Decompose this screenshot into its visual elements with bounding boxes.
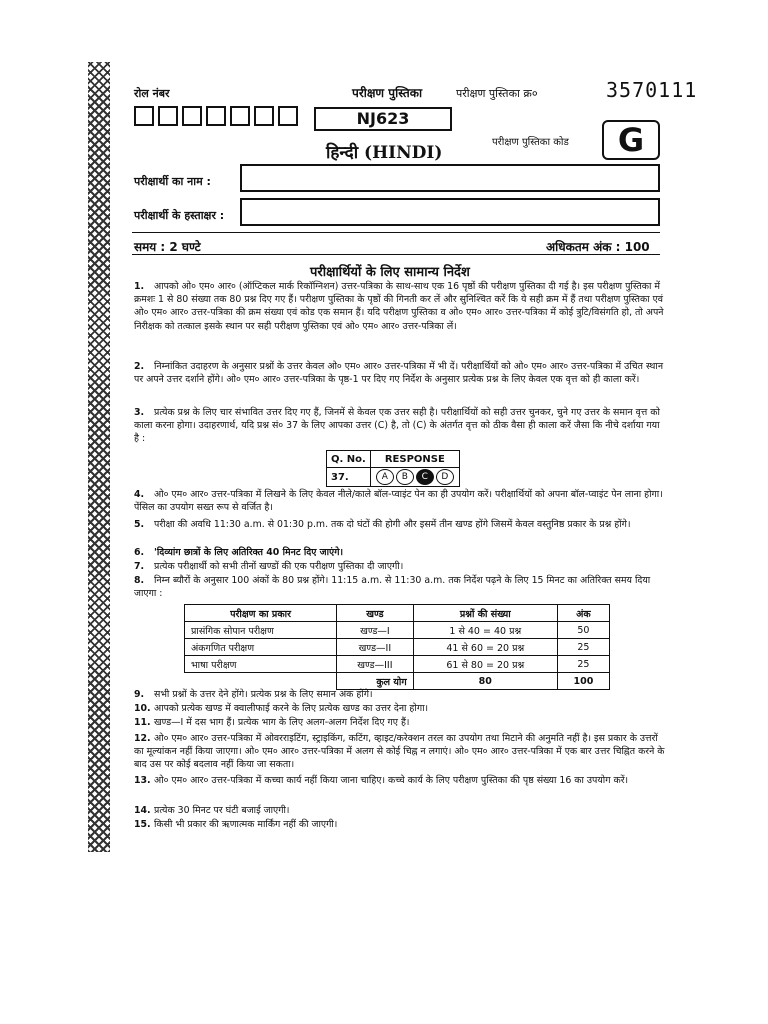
instruction-text: आपको प्रत्येक खण्ड में क्वालीफाई करने के लिए प्रत्येक खण्ड का उत्तर देना होगा।: [154, 703, 429, 714]
table-cell: भाषा परीक्षण: [185, 656, 337, 673]
total-label: कुल योग: [337, 673, 414, 690]
exam-duration: समय : 2 घण्टे: [134, 240, 201, 254]
table-row: [185, 622, 610, 639]
response-bubble-a[interactable]: A: [376, 469, 394, 485]
roll-digit-box[interactable]: [254, 106, 274, 126]
table-cell: 41 से 60 = 20 प्रश्न: [413, 639, 557, 656]
response-bubbles: [370, 468, 459, 487]
instruction-number: 15.: [134, 819, 151, 830]
subject-title: हिन्दी (HINDI): [326, 143, 443, 163]
instruction-item: [134, 488, 666, 514]
instruction-text: आपको ओ० एम० आर० (ऑप्टिकल मार्क रिकॉग्निशन) उत्तर-पत्रिका के साथ-साथ एक 16 पृष्ठों की परीक्षण पुस्तिका दी गई है। इस परीक्षण पुस्तिका में क्रमशः 1 से 80 संख्या तक 80 प्रश्न दिए गए हैं। परीक्षण पुस्तिका के पृष्ठों की गिनती कर लें और सुनिश्चित करें कि ये सही क्रम में हैं तथा परीक्षण पुस्तिका एवं ओ० एम० आर० उत्तर-पत्रिका की क्रम संख्या एवं कोड एक समान हैं। यदि परीक्षण पुस्तिका व ओ० एम० आर० उत्तर-पत्रिका में कोई त्रुटि/विसंगति हो, तो अपने निरीक्षक को तत्काल इसके स्थान पर सही परीक्षण पुस्तिका एवं ओ० एम० आर० उत्तर-पत्रिका लें।: [134, 281, 664, 332]
table-cell: खण्ड—II: [337, 639, 414, 656]
instruction-item: [134, 406, 666, 446]
instruction-item: [134, 518, 666, 531]
divider: [132, 254, 660, 255]
instruction-number: 4.: [134, 489, 145, 500]
instruction-number: 14.: [134, 805, 151, 816]
table-cell: अंकगणित परीक्षण: [185, 639, 337, 656]
col-header: प्रश्नों की संख्या: [413, 605, 557, 622]
table-total-row: [185, 673, 610, 690]
section-table: [184, 604, 610, 690]
booklet-code: G: [602, 120, 660, 160]
table-cell: 25: [557, 639, 609, 656]
table-cell: 50: [557, 622, 609, 639]
instruction-item: [134, 360, 666, 386]
instruction-number: 13.: [134, 775, 151, 786]
instruction-number: 7.: [134, 561, 145, 572]
response-bubble-c[interactable]: C: [416, 469, 434, 485]
table-cell: खण्ड—I: [337, 622, 414, 639]
response-bubble-d[interactable]: D: [436, 469, 454, 485]
col-header: खण्ड: [337, 605, 414, 622]
instruction-number: 1.: [134, 281, 145, 292]
q-no-value: 37.: [327, 468, 371, 487]
instruction-item: [134, 574, 666, 600]
instruction-text: निम्न ब्यौरों के अनुसार 100 अंकों के 80 प्रश्न होंगे। 11:15 a.m. से 11:30 a.m. तक निर्देश पढ़ने के लिए 15 मिनट का अतिरिक्त समय दिया जाएगा :: [134, 575, 651, 600]
table-cell: 61 से 80 = 20 प्रश्न: [413, 656, 557, 673]
table-cell: 25: [557, 656, 609, 673]
instruction-text: 'दिव्यांग छात्रों के लिए अतिरिक्त 40 मिनट दिए जाएंगे।: [154, 547, 344, 558]
booklet-title: परीक्षण पुस्तिका: [352, 86, 423, 100]
instruction-number: 2.: [134, 361, 145, 372]
instruction-text: निम्नांकित उदाहरण के अनुसार प्रश्नों के उत्तर केवल ओ० एम० आर० उत्तर-पत्रिका में भी दें। परीक्षार्थियों को ओ० एम० आर० उत्तर-पत्रिका में उचित स्थान पर अपने उत्तर दर्शाने होंगे। ओ० एम० आर० उत्तर-पत्रिका के पृष्ठ-1 पर दिए गए निर्देश के अनुसार प्रत्येक प्रश्न के लिए केवल एक वृत्त को ही काला करें।: [134, 361, 664, 386]
max-marks: अधिकतम अंक : 100: [546, 240, 650, 254]
instruction-number: 3.: [134, 407, 145, 418]
response-bubble-b[interactable]: B: [396, 469, 414, 485]
candidate-signature-label: परीक्षार्थी के हस्ताक्षर :: [134, 209, 225, 222]
table-cell: [185, 673, 337, 690]
instruction-number: 5.: [134, 519, 145, 530]
table-cell: 1 से 40 = 40 प्रश्न: [413, 622, 557, 639]
instruction-text: खण्ड—I में दस भाग हैं। प्रत्येक भाग के लिए अलग-अलग निर्देश दिए गए हैं।: [154, 717, 410, 728]
roll-number-boxes: [134, 106, 298, 126]
table-cell: प्रासंगिक सोपान परीक्षण: [185, 622, 337, 639]
instructions-title: परीक्षार्थियों के लिए सामान्य निर्देश: [310, 265, 470, 280]
table-row: [185, 656, 610, 673]
instruction-number: 9.: [134, 689, 145, 700]
instruction-text: किसी भी प्रकार की ऋणात्मक मार्किंग नहीं की जाएगी।: [154, 819, 338, 830]
divider: [132, 232, 660, 233]
instruction-text: प्रत्येक 30 मिनट पर घंटी बजाई जाएगी।: [154, 805, 290, 816]
instruction-number: 12.: [134, 733, 151, 744]
total-marks: 100: [557, 673, 609, 690]
instruction-item: [134, 280, 666, 333]
instruction-text: प्रत्येक परीक्षार्थी को सभी तीनों खण्डों की एक परीक्षण पुस्तिका दी जाएगी।: [154, 561, 404, 572]
instruction-item: [134, 546, 666, 559]
instruction-number: 10.: [134, 703, 151, 714]
booklet-number: 3570111: [606, 78, 698, 102]
instruction-item: [134, 716, 666, 729]
instruction-number: 6.: [134, 547, 145, 558]
instruction-item: [134, 818, 666, 831]
candidate-name-label: परीक्षार्थी का नाम :: [134, 175, 211, 188]
response-header: RESPONSE: [370, 451, 459, 468]
instruction-text: ओ० एम० आर० उत्तर-पत्रिका में लिखने के लिए केवल नीले/काले बॉल-प्वाइंट पेन का ही उपयोग करें। परीक्षार्थियों को अपना बॉल-प्वाइंट पेन लाना होगा। पेंसिल का उपयोग सख्त रूप से वर्जित है।: [134, 489, 663, 514]
roll-digit-box[interactable]: [134, 106, 154, 126]
instruction-item: [134, 804, 666, 817]
table-row: [185, 639, 610, 656]
col-header: अंक: [557, 605, 609, 622]
instruction-item: [134, 774, 666, 787]
instruction-text: ओ० एम० आर० उत्तर-पत्रिका में ओवरराइटिंग, स्ट्राइकिंग, कटिंग, व्हाइट/करेक्शन तरल का उपयोग तथा मिटाने की अनुमति नहीं है। इस प्रकार के उत्तरों का मूल्यांकन नहीं किया जाएगा। ओ० एम० आर० उत्तर-पत्रिका में अलग से कोई चिह्न न लगाएं। ओ० एम० आर० उत्तर-पत्रिका में एक बार उत्तर चिह्नित करने के बाद उस पर कोई बदलाव नहीं किया जा सकता।: [134, 733, 665, 771]
instruction-text: ओ० एम० आर० उत्तर-पत्रिका में कच्चा कार्य नहीं किया जाना चाहिए। कच्चे कार्य के लिए परीक्षण पुस्तिका की पृष्ठ संख्या 16 का उपयोग करें।: [154, 775, 629, 786]
instruction-number: 8.: [134, 575, 145, 586]
response-example: [326, 450, 460, 487]
instruction-text: परीक्षा की अवधि 11:30 a.m. से 01:30 p.m. तक दो घंटों की होगी और इसमें तीन खण्ड होंगे जिसमें केवल वस्तुनिष्ठ प्रकार के प्रश्न होंगे।: [154, 519, 631, 530]
table-cell: खण्ड—III: [337, 656, 414, 673]
roll-digit-box[interactable]: [158, 106, 178, 126]
candidate-name-field[interactable]: [240, 164, 660, 192]
instruction-number: 11.: [134, 717, 151, 728]
paper-code: NJ623: [314, 107, 452, 131]
instruction-text: प्रत्येक प्रश्न के लिए चार संभावित उत्तर दिए गए हैं, जिनमें से केवल एक उत्तर सही है। परीक्षार्थियों को सही उत्तर चुनकर, चुने गए उत्तर के समान वृत्त को काला करना होगा। उदाहरणार्थ, यदि प्रश्न सं० 37 के लिए आपका उत्तर (C) है, तो (C) के अंतर्गत वृत्त को ठीक वैसा ही काला करें जैसा कि नीचे दर्शाया गया है :: [134, 407, 660, 445]
roll-number-label: रोल नंबर: [134, 87, 170, 100]
candidate-signature-field[interactable]: [240, 198, 660, 226]
instruction-item: [134, 702, 666, 715]
instruction-text: सभी प्रश्नों के उत्तर देने होंगे। प्रत्येक प्रश्न के लिए समान अंक होंगे।: [154, 689, 373, 700]
booklet-number-label: परीक्षण पुस्तिका क्र०: [456, 87, 538, 100]
decorative-border: [88, 62, 110, 852]
booklet-code-label: परीक्षण पुस्तिका कोड: [492, 137, 569, 148]
instruction-item: [134, 560, 666, 573]
col-header: परीक्षण का प्रकार: [185, 605, 337, 622]
roll-digit-box[interactable]: [278, 106, 298, 126]
instruction-item: [134, 688, 666, 701]
roll-digit-box[interactable]: [206, 106, 226, 126]
roll-digit-box[interactable]: [182, 106, 202, 126]
roll-digit-box[interactable]: [230, 106, 250, 126]
q-no-header: Q. No.: [327, 451, 371, 468]
total-questions: 80: [413, 673, 557, 690]
instruction-item: [134, 732, 666, 772]
